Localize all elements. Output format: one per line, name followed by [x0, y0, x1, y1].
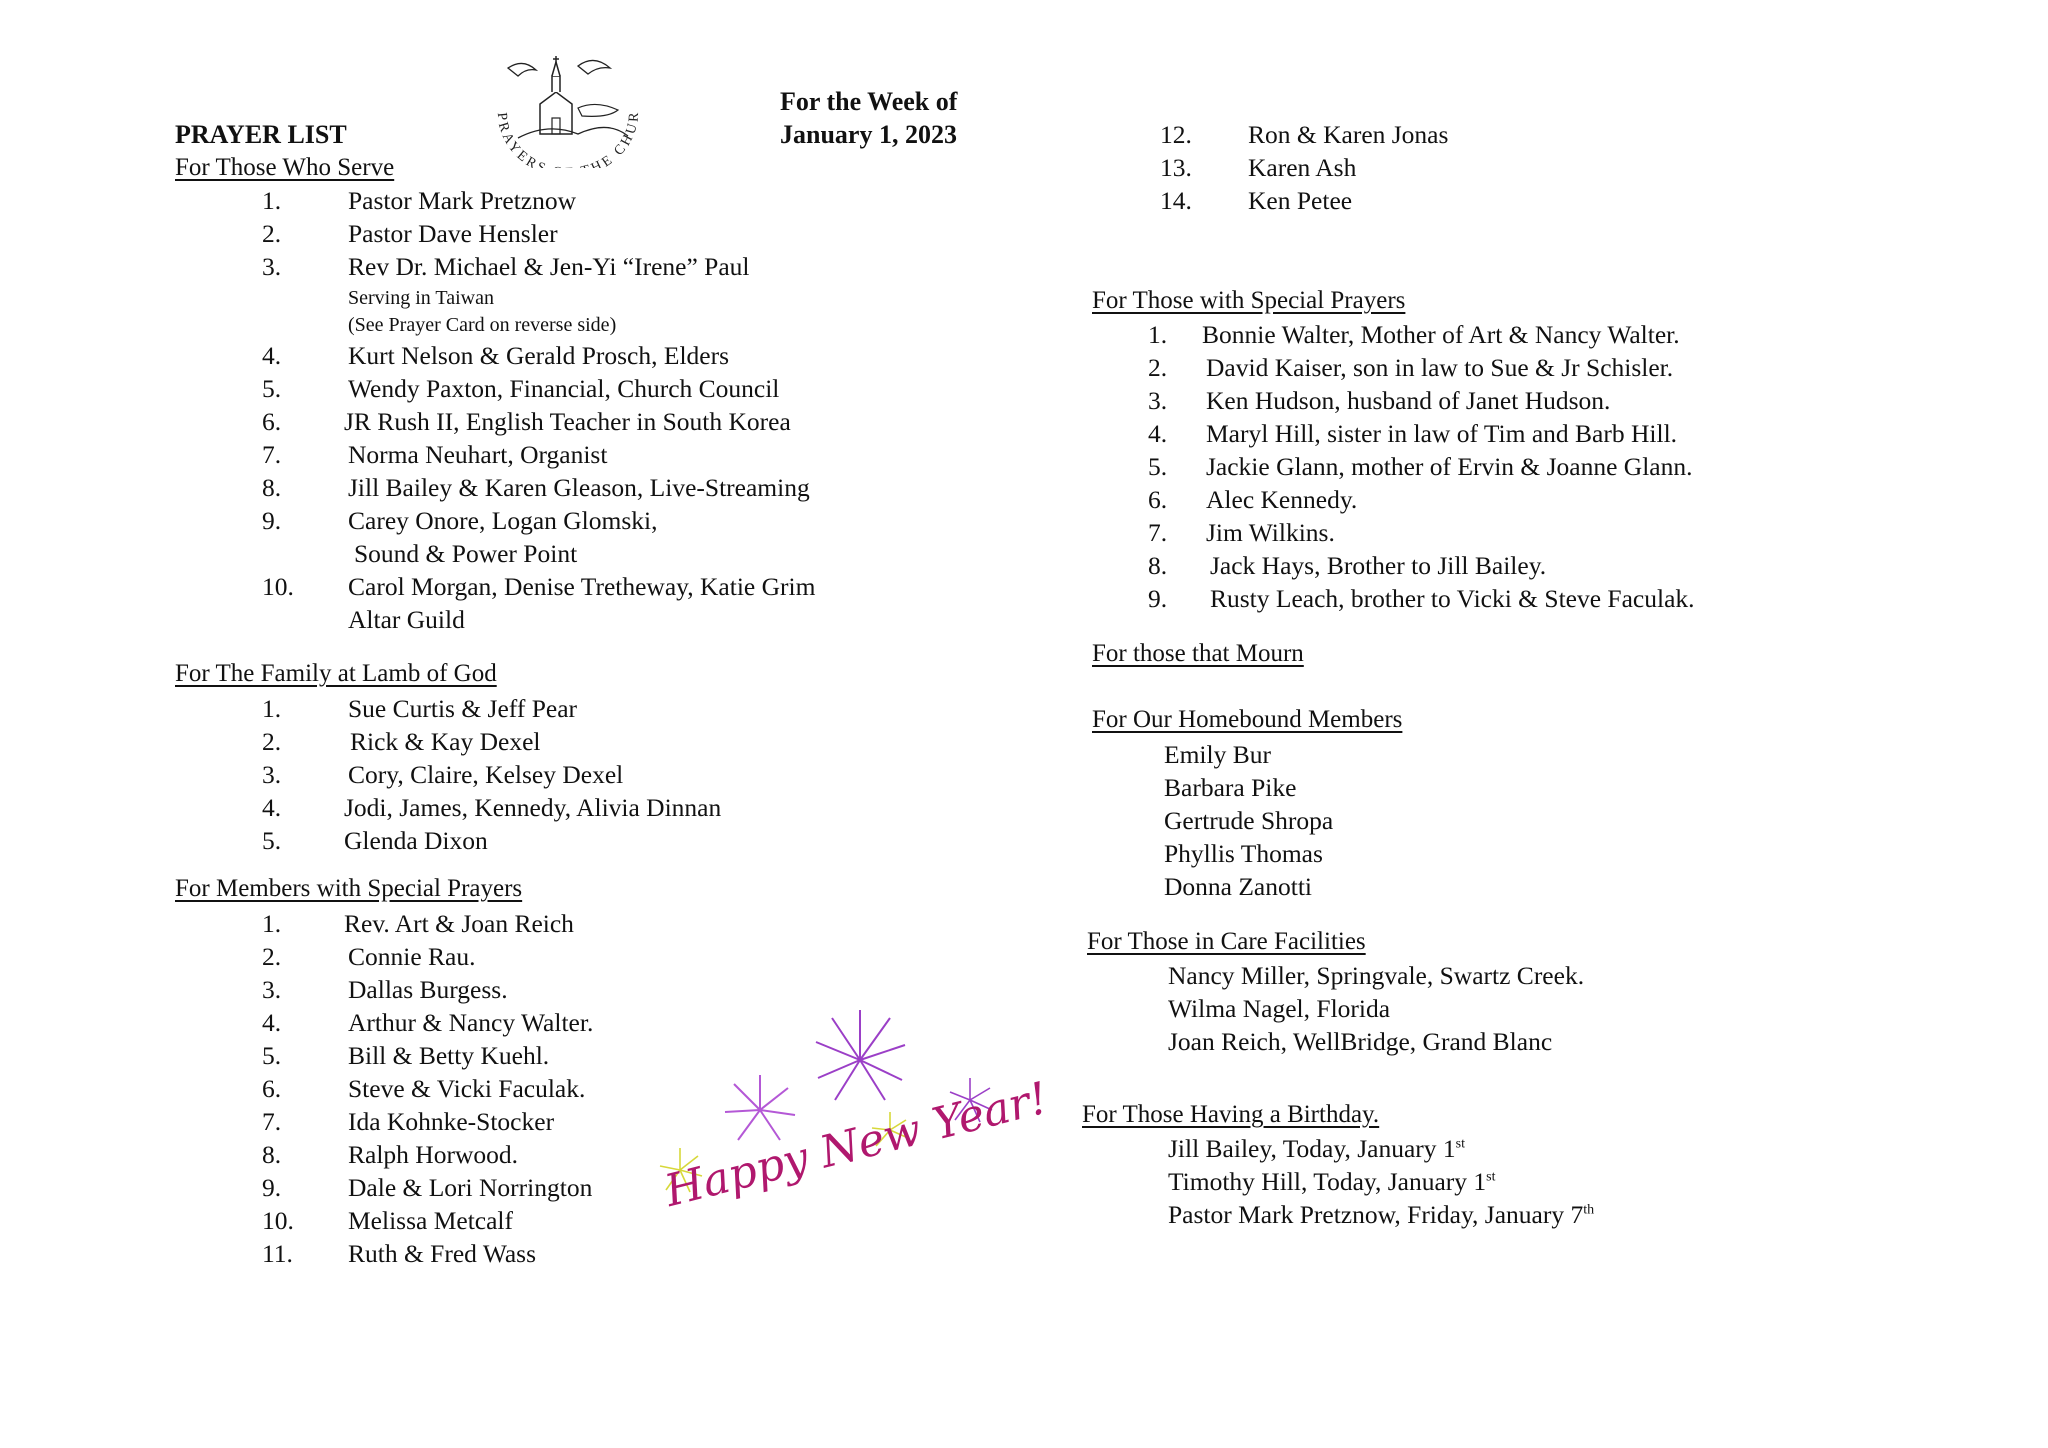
list-item: Timothy Hill, Today, January 1st — [1168, 1167, 1496, 1196]
list-item: Barbara Pike — [1164, 773, 1297, 802]
list-item-subtext: Sound & Power Point — [354, 539, 578, 568]
list-item: Nancy Miller, Springvale, Swartz Creek. — [1168, 961, 1585, 990]
list-item-subtext: (See Prayer Card on reverse side) — [348, 314, 617, 336]
page-title: PRAYER LIST — [175, 120, 347, 149]
list-item: Wilma Nagel, Florida — [1168, 994, 1391, 1023]
happy-new-year-clipart — [640, 1000, 1053, 1218]
firework-purple-small — [725, 1075, 795, 1140]
homebound-heading: For Our Homebound Members — [1092, 706, 1403, 733]
church-logo — [478, 38, 658, 168]
happy-new-year-text: Happy New Year! — [659, 1072, 1053, 1218]
list-item: Pastor Mark Pretznow, Friday, January 7th — [1168, 1200, 1595, 1229]
week-of-line1: For the Week of — [780, 87, 958, 116]
list-item: Gertrude Shropa — [1164, 806, 1334, 835]
list-item: Phyllis Thomas — [1164, 839, 1323, 868]
list-item: Emily Bur — [1164, 740, 1271, 769]
family-heading: For The Family at Lamb of God — [175, 660, 497, 687]
list-item-subtext: Serving in Taiwan — [348, 287, 494, 309]
mourn-heading: For those that Mourn — [1092, 640, 1304, 667]
special-heading: For Those with Special Prayers — [1092, 287, 1406, 314]
birthday-heading: For Those Having a Birthday. — [1082, 1101, 1380, 1128]
logo-ring-text: PRAYER HE CHUR — [493, 109, 643, 168]
list-item-subtext: Altar Guild — [348, 605, 465, 634]
serve-heading: For Those Who Serve — [175, 154, 395, 181]
list-item: Jill Bailey, Today, January 1st — [1168, 1134, 1465, 1163]
members-heading: For Members with Special Prayers — [175, 875, 523, 902]
list-item: Donna Zanotti — [1164, 872, 1313, 901]
firework-purple-large — [816, 1010, 905, 1100]
list-item: Joan Reich, WellBridge, Grand Blanc — [1168, 1027, 1553, 1056]
week-of-line2: January 1, 2023 — [780, 120, 957, 149]
care-heading: For Those in Care Facilities — [1087, 928, 1366, 955]
